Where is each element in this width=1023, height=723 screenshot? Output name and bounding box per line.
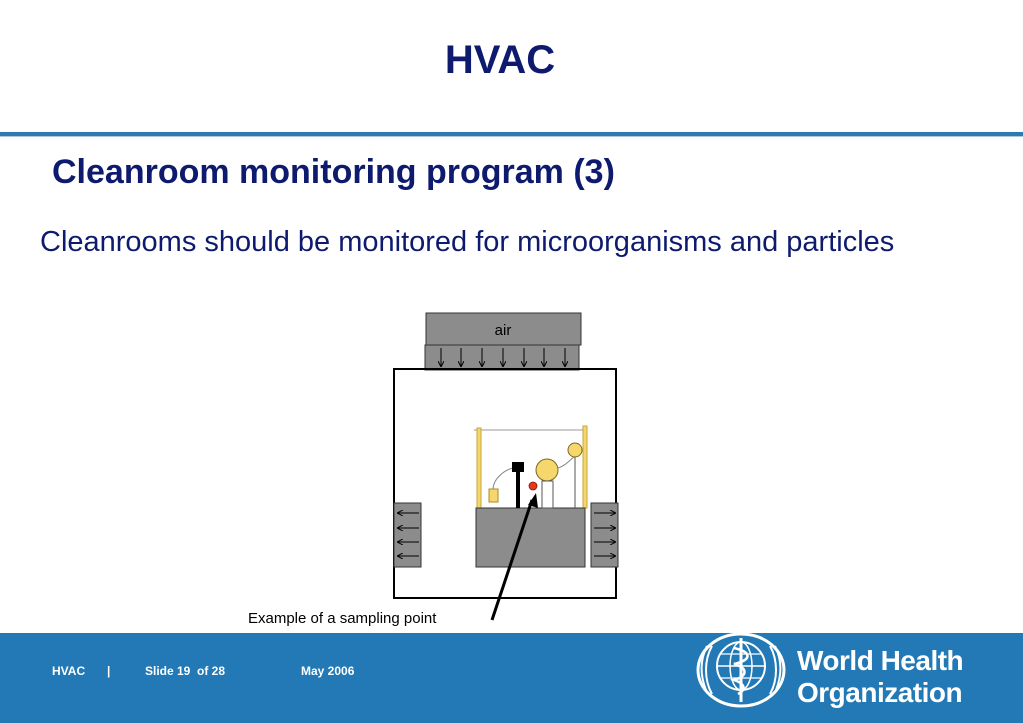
footer-date: May 2006 xyxy=(301,664,355,678)
slide-subtitle: Cleanroom monitoring program (3) xyxy=(52,153,615,191)
who-name-line2: Organization xyxy=(797,677,963,708)
air-label: air xyxy=(494,322,512,339)
footer-separator: | xyxy=(107,664,111,678)
footer-slide-number: Slide 19 of 28 xyxy=(145,664,226,678)
slide-title: HVAC xyxy=(444,38,556,82)
who-name-line1: World Health xyxy=(797,645,964,676)
slide-body-text: Cleanrooms should be monitored for microorganisms and particles xyxy=(40,226,895,258)
diagram-caption: Example of a sampling point xyxy=(248,610,437,627)
footer-course: HVAC xyxy=(52,664,86,678)
